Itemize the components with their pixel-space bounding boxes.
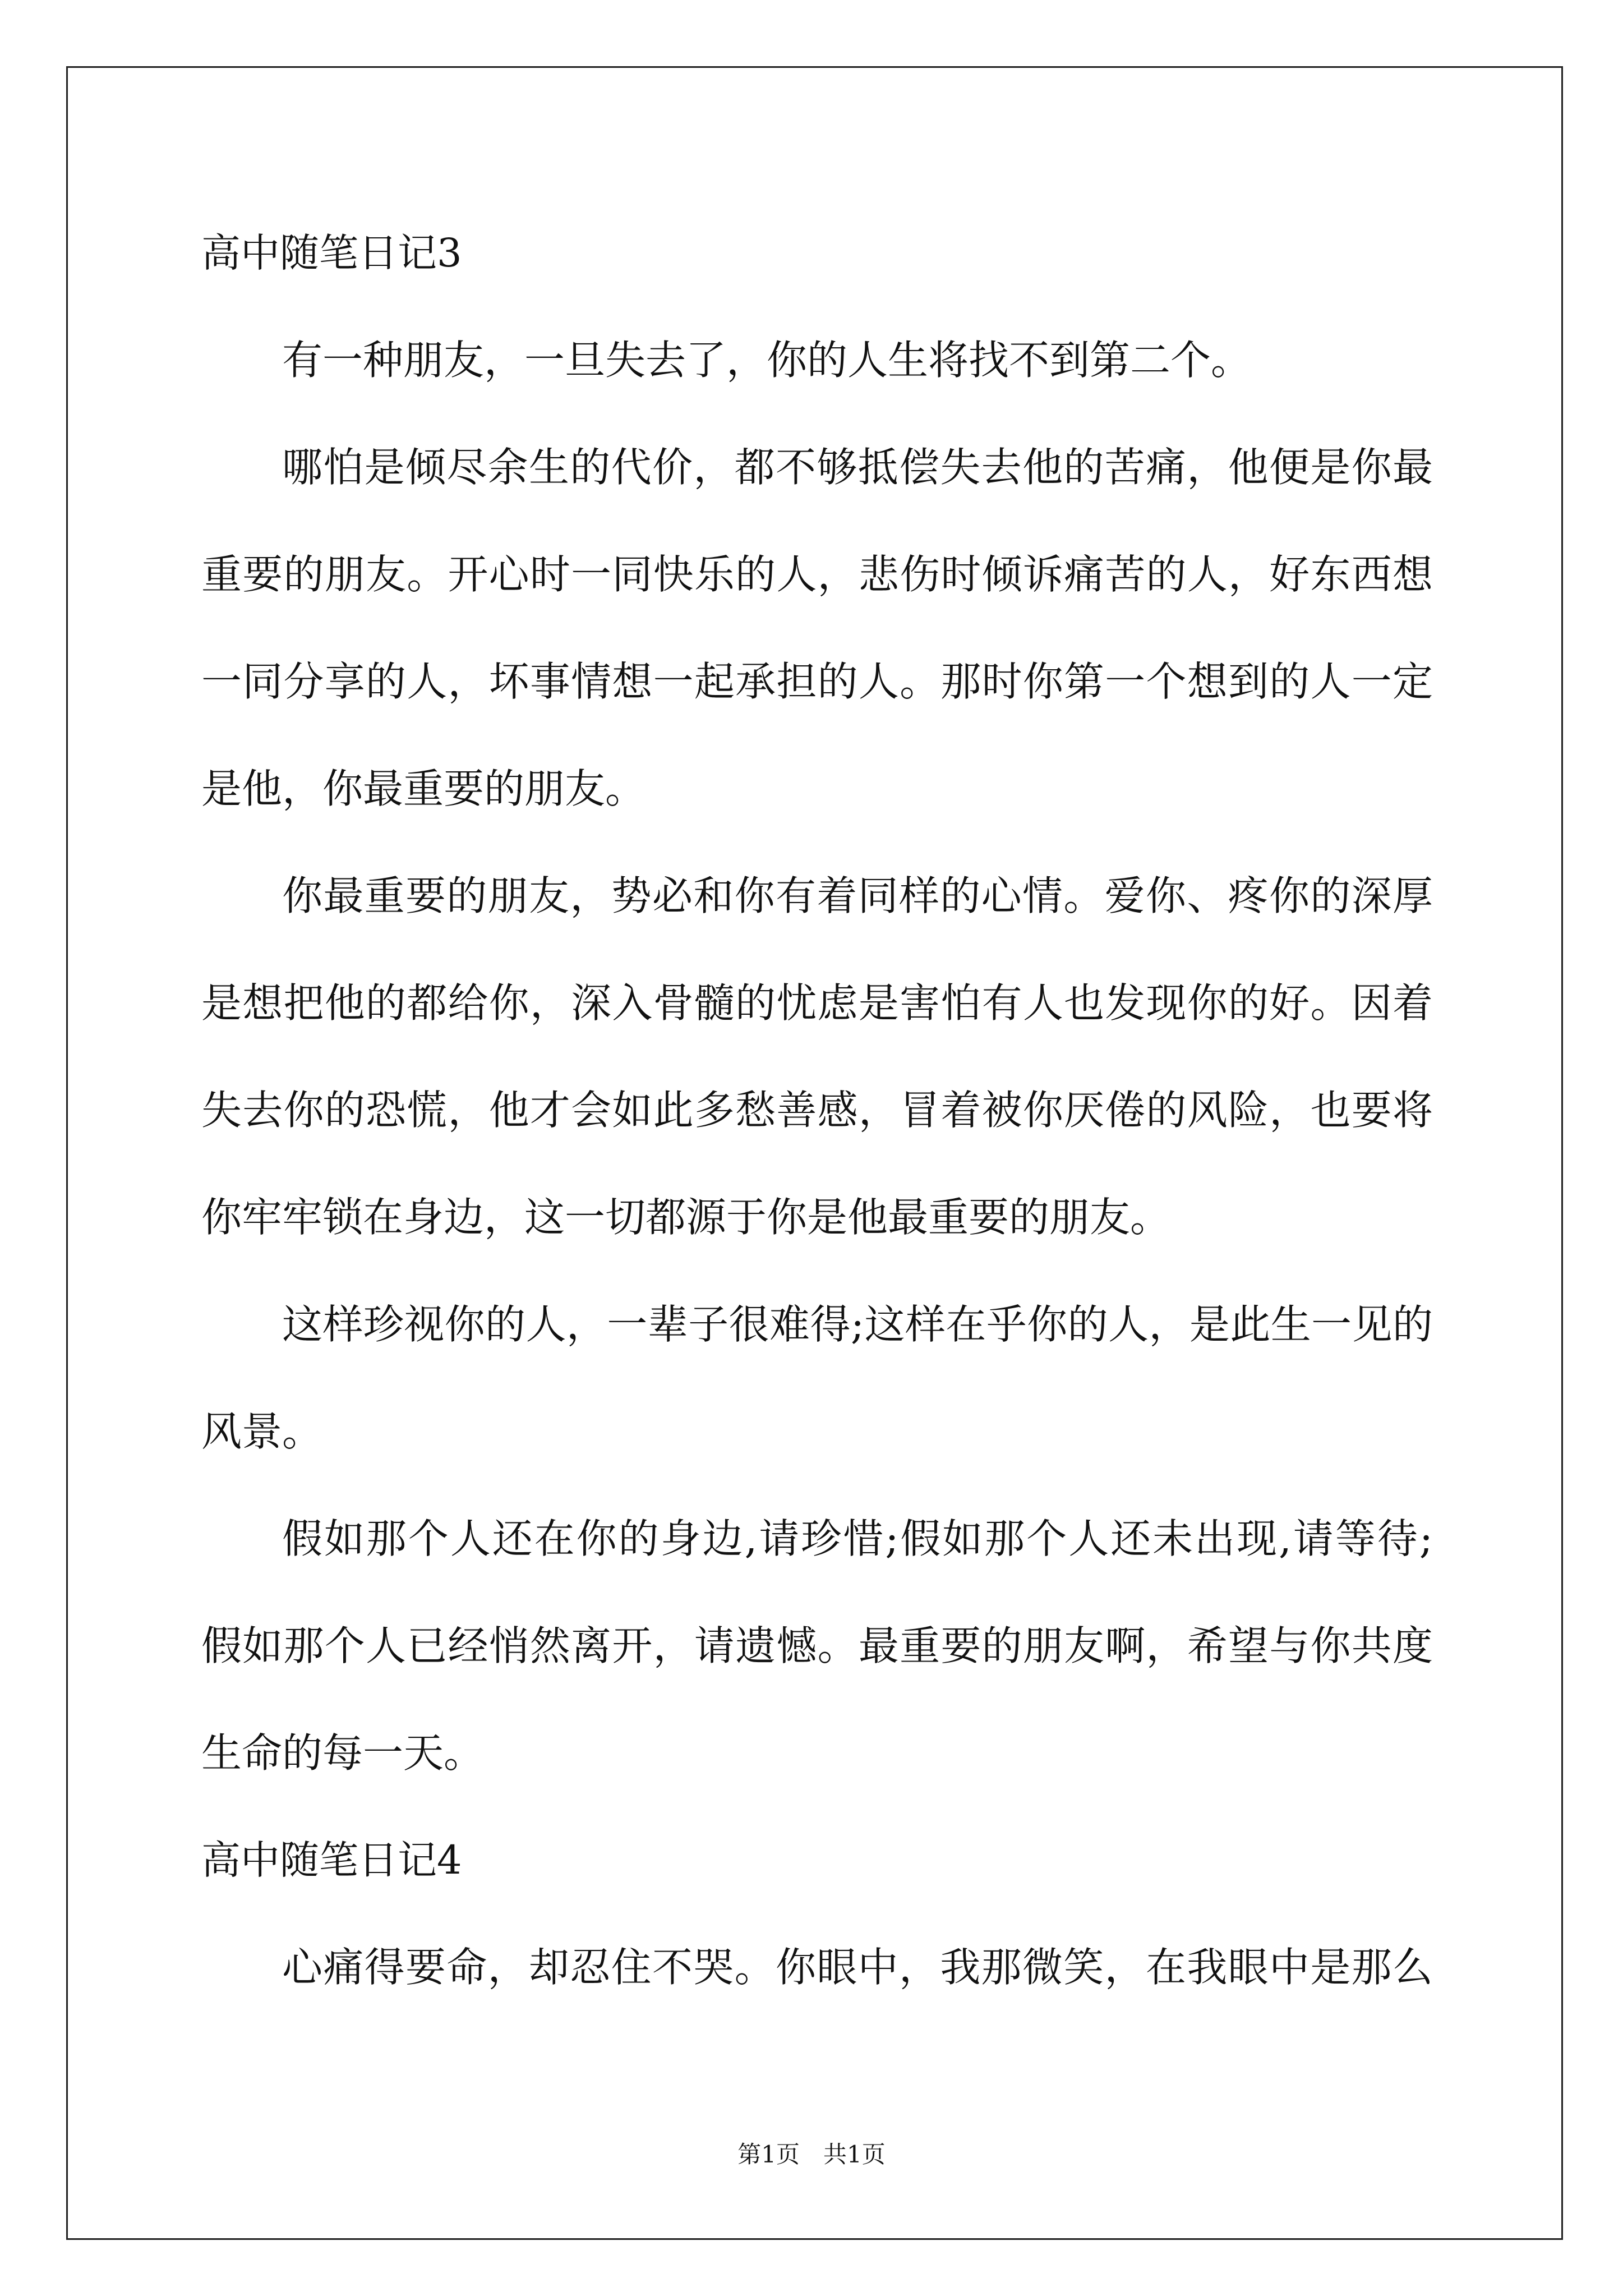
- section-title: 高中随笔日记4: [201, 1837, 462, 1883]
- text-line: 生命的每一天。: [201, 1729, 485, 1777]
- text-line: 一同分享的人，坏事情想一起承担的人。那时你第一个想到的人一定: [201, 658, 1433, 705]
- text-line: 哪怕是倾尽余生的代价，都不够抵偿失去他的苦痛，他便是你最: [282, 444, 1433, 491]
- text-line: 这样珍视你的人，一辈子很难得;这样在乎你的人，是此生一见的: [282, 1301, 1433, 1348]
- document-body: [201, 200, 1433, 2021]
- text-line: 重要的朋友。开心时一同快乐的人，悲伤时倾诉痛苦的人，好东西想: [201, 551, 1433, 598]
- paragraph: [201, 307, 1433, 414]
- text-line: 是他，你最重要的朋友。: [201, 765, 646, 812]
- page-number: 第1页 共1页: [737, 2141, 886, 2168]
- paragraph: [201, 843, 1433, 1271]
- paragraph: [201, 1271, 1433, 1485]
- text-line: 失去你的恐慌，他才会如此多愁善感，冒着被你厌倦的风险，也要将: [201, 1087, 1433, 1134]
- text-line: 假如那个人已经悄然离开，请遗憾。最重要的朋友啊，希望与你共度: [201, 1622, 1433, 1669]
- text-line: 是想把他的都给你，深入骨髓的忧虑是害怕有人也发现你的好。因着: [201, 979, 1433, 1027]
- paragraph: [201, 1914, 1433, 2021]
- text-line: 你最重要的朋友，势必和你有着同样的心情。爱你、疼你的深厚: [282, 872, 1433, 919]
- text-line: 风景。: [201, 1408, 323, 1455]
- paragraph: [201, 414, 1433, 843]
- text-line: 心痛得要命，却忍住不哭。你眼中，我那微笑，在我眼中是那么: [282, 1944, 1433, 1991]
- section-title: 高中随笔日记3: [201, 230, 462, 276]
- text-line: 假如那个人还在你的身边,请珍惜;假如那个人还未出现,请等待;: [282, 1515, 1433, 1562]
- text-line: 有一种朋友，一旦失去了，你的人生将找不到第二个。: [282, 337, 1252, 384]
- paragraph: [201, 1485, 1433, 1807]
- text-line: 你牢牢锁在身边，这一切都源于你是他最重要的朋友。: [201, 1194, 1171, 1241]
